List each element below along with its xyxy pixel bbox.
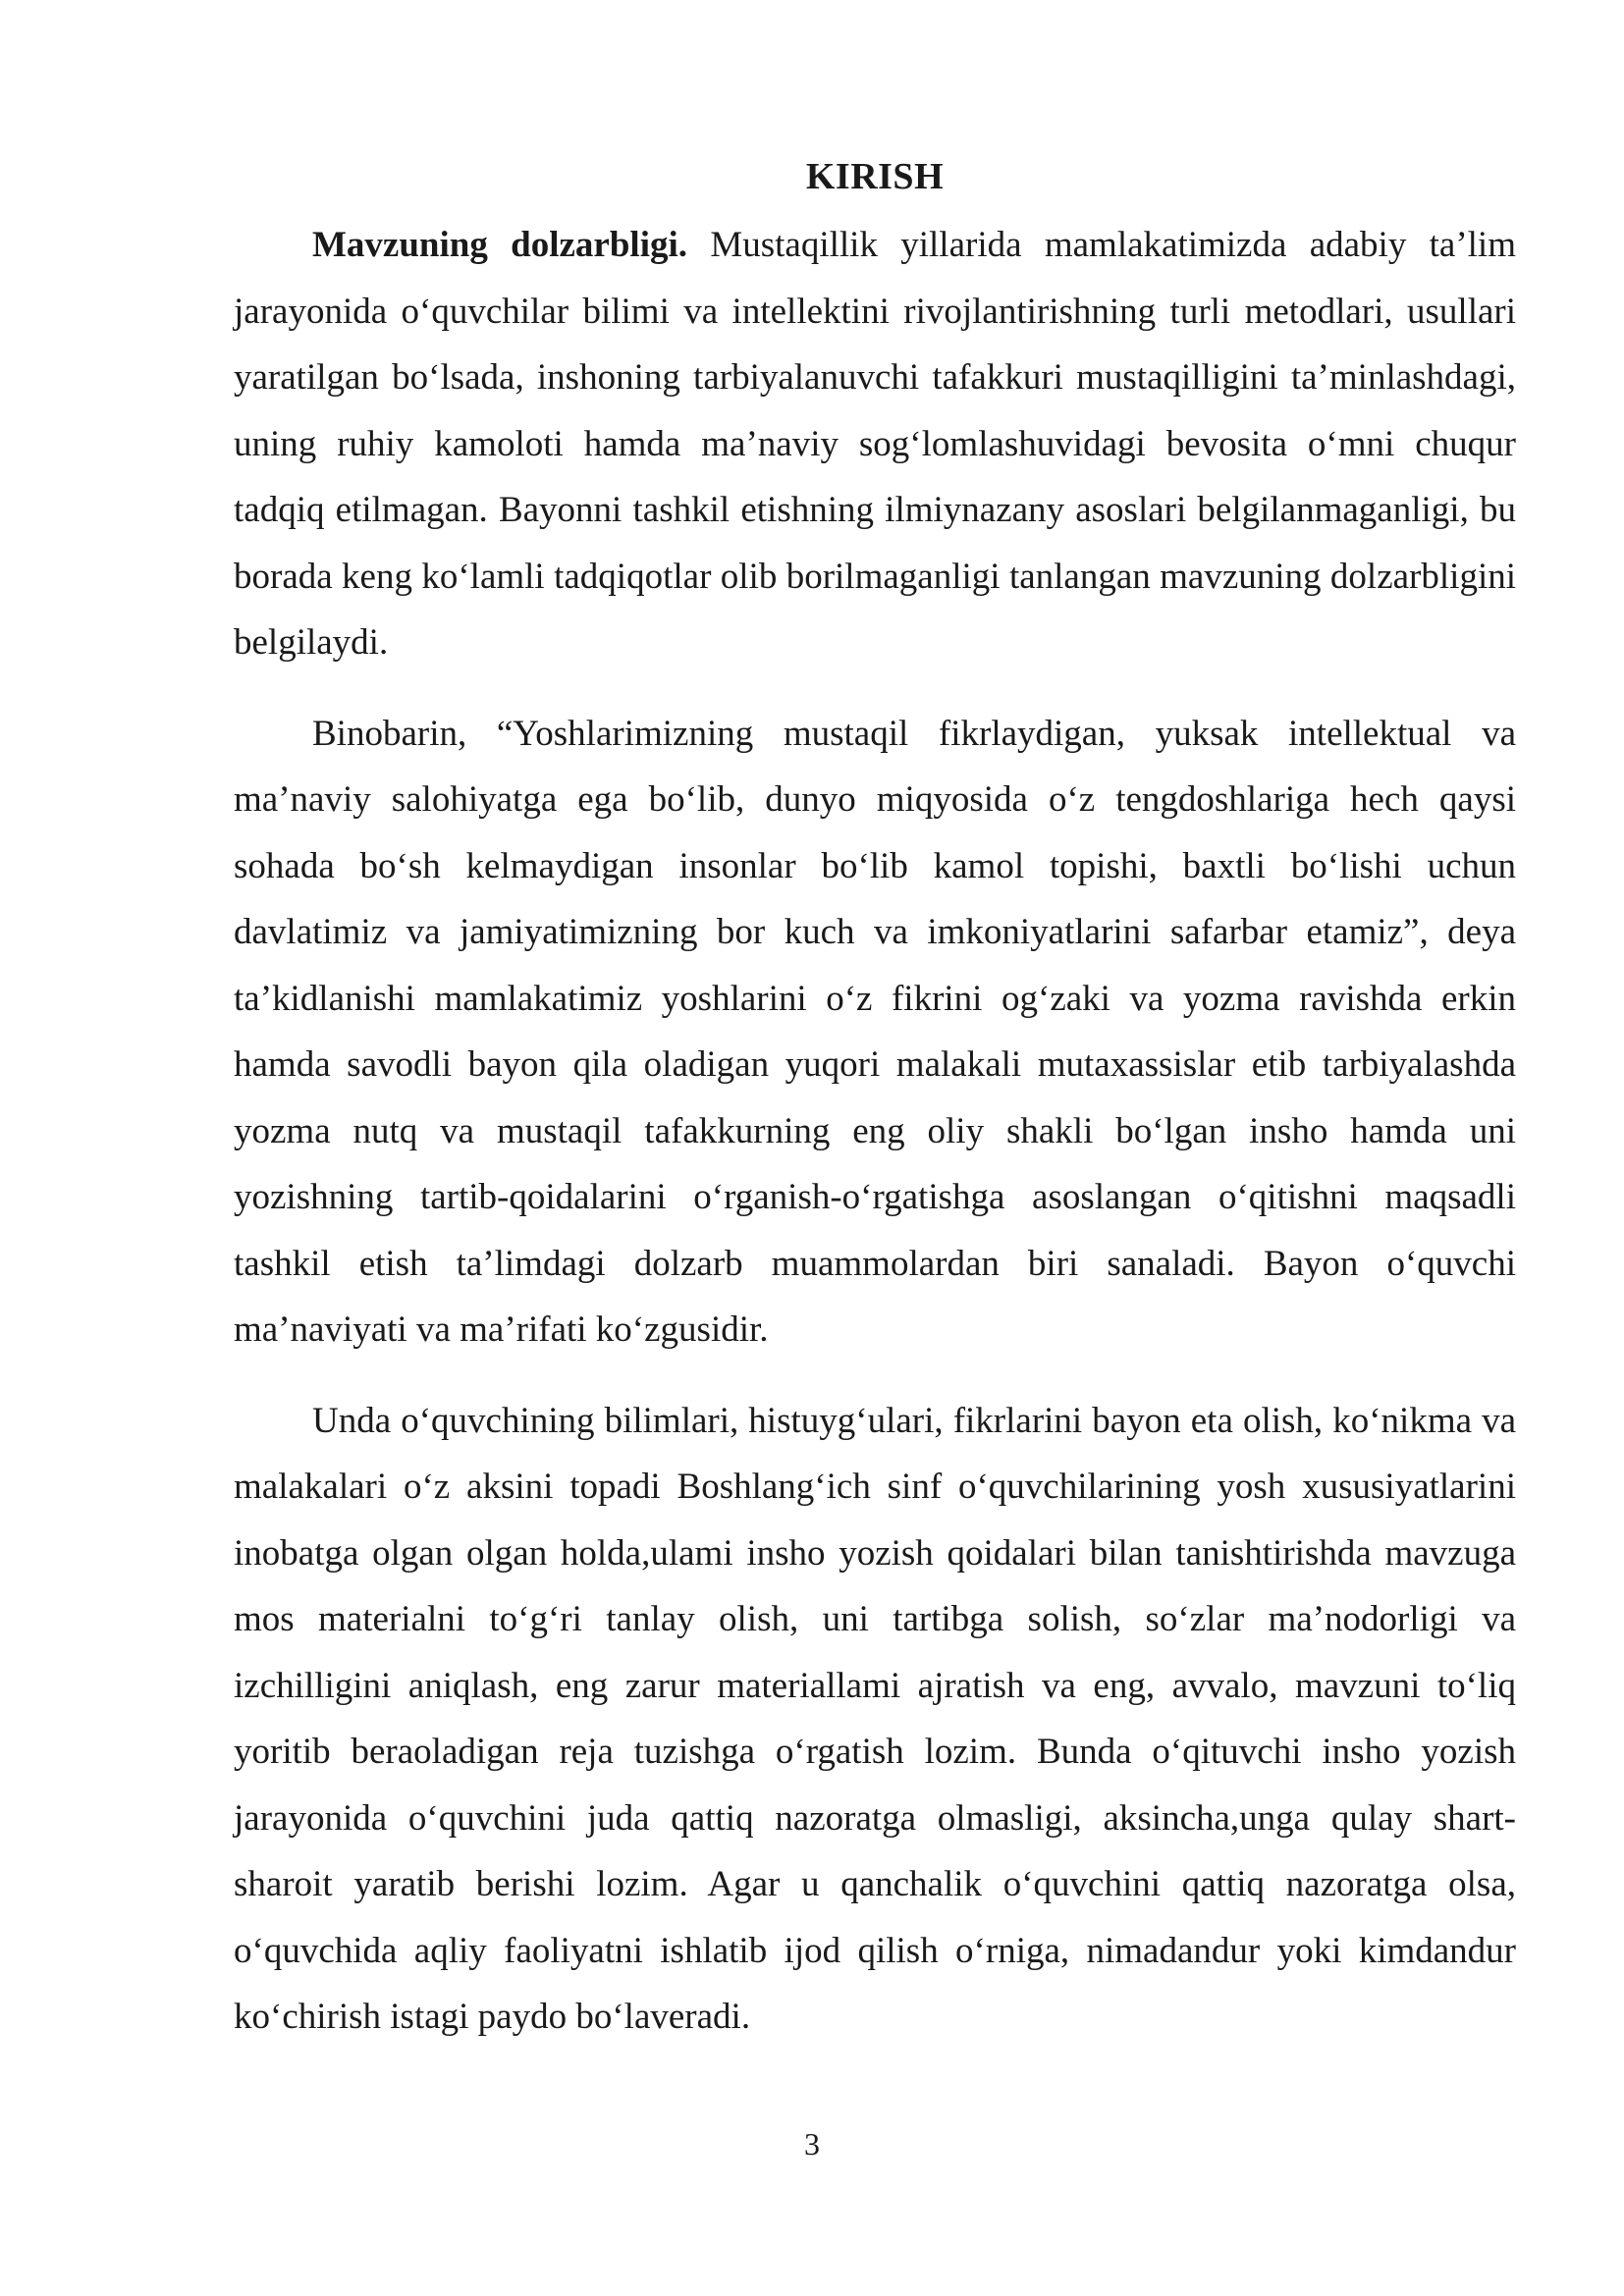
paragraph-relevance-text: Mustaqillik yillarida mamlakatimizda adabiy ta’lim jarayonida o‘quvchilar bilimi va intellektini rivojlantirishning turli metodlari, usullari yaratilgan bo‘lsada, inshoning tarbiyalanuvchi tafakkuri mustaqilligini ta’minlashdagi, uning ruhiy kamoloti hamda ma’naviy sog‘lomlashuvidagi bevosita o‘mni chuqur tadqiq etilmagan. Bayonni tashkil etishning ilmiynazany asoslari belgilanmaganligi, bu borada keng ko‘lamli tadqiqotlar olib borilmaganligi tanlangan mavzuning dolzarbligini belgilaydi. [234,225,1516,663]
page-number: 3 [804,2126,820,2162]
paragraph-relevance [234,212,1516,676]
paragraph-quote: Binobarin, “Yoshlarimizning mustaqil fikrlaydigan, yuksak intellektual va ma’naviy salohiyatga ega bo‘lib, dunyo miqyosida o‘z tengdoshlariga hech qaysi sohada bo‘sh kelmaydigan insonlar bo‘lib kamol topishi, baxtli bo‘lishi uchun davlatimiz va jamiyatimizning bor kuch va imkoniyatlarini safarbar etamiz”, deya ta’kidlanishi mamlakatimiz yoshlarini o‘z fikrini og‘zaki va yozma ravishda erkin hamda savodli bayon qila oladigan yuqori malakali mutaxassislar etib tarbiyalashda yozma nutq va mustaqil tafakkurning eng oliy shakli bo‘lgan insho hamda uni yozishning tartib-qoidalarini o‘rganish-o‘rgatishga asoslangan o‘qitishni maqsadli tashkil etish ta’limdagi dolzarb muammolardan biri sanaladi. Bayon o‘quvchi ma’naviyati va ma’rifati ko‘zgusidir. [234,713,1516,1350]
page-content [234,149,1516,2051]
paragraph-essay-writing: Unda o‘quvchining bilimlari, histuyg‘ulari, fikrlarini bayon eta olish, ko‘nikma va malakalari o‘z aksini topadi Boshlang‘ich sinf o‘quvchilarining yosh xususiyatlarini inobatga olgan olgan holda,ulami insho yozish qoidalari bilan tanishtirishda mavzuga mos materialni to‘g‘ri tanlay olish, uni tartibga solish, so‘zlar ma’nodorligi va izchilligini aniqlash, eng zarur materiallami ajratish va eng, avvalo, mavzuni to‘liq yoritib beraoladigan reja tuzishga o‘rgatish lozim. Bunda o‘qituvchi insho yozish jarayonida o‘quvchini juda qattiq nazoratga olmasligi, aksincha,unga qulay shart-sharoit yaratib berishi lozim. Agar u qanchalik o‘quvchini qattiq nazoratga olsa, o‘quvchida aqliy faoliyatni ishlatib ijod qilish o‘rniga, nimadandur yoki kimdandur ko‘chirish istagi paydo bo‘laveradi. [234,1400,1516,2037]
paragraph-lead-term: Mavzuning dolzarbligi. [312,225,688,265]
section-heading: KIRISH [805,156,945,197]
